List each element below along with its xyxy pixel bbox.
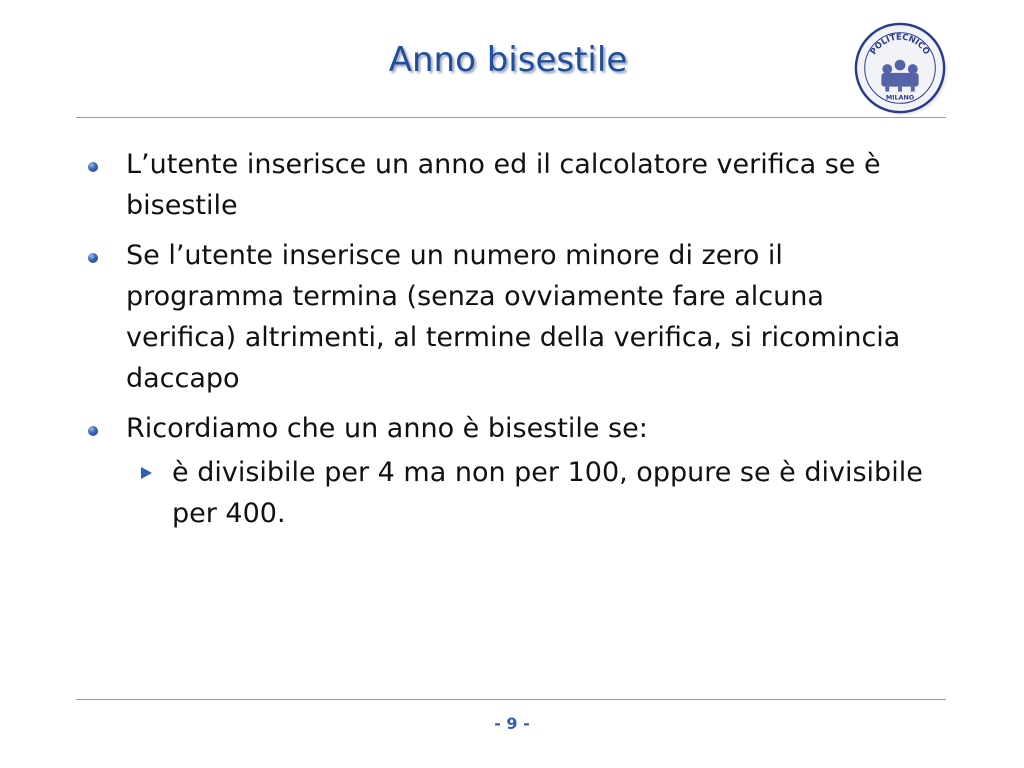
- list-item: [84, 408, 934, 449]
- header-divider: [76, 117, 946, 118]
- sub-list-item: [84, 452, 934, 534]
- bullet-text: Ricordiamo che un anno è bisestile se:: [126, 413, 648, 444]
- bullet-icon: [88, 253, 98, 263]
- list-item: [84, 144, 934, 226]
- svg-text:POLITECNICO: POLITECNICO: [867, 31, 933, 57]
- bullet-icon: [88, 426, 98, 436]
- page-number: - 9 -: [494, 714, 530, 733]
- bullet-list: [84, 144, 934, 534]
- politecnico-milano-seal-icon: [852, 20, 950, 118]
- sub-bullet-text: è divisibile per 4 ma non per 100, oppure se è divisibile per 400.: [172, 457, 923, 529]
- slide-title: Anno bisestile: [388, 40, 628, 80]
- list-item: [84, 235, 934, 399]
- bullet-text: Se l’utente inserisce un numero minore di zero il programma termina (senza ovviamente fare alcuna verifica) altrimenti, al termine della verifica, si ricomincia daccapo: [126, 240, 901, 394]
- arrow-bullet-icon: [141, 467, 152, 479]
- bullet-text: L’utente inserisce un anno ed il calcolatore verifica se è bisestile: [126, 149, 881, 221]
- bullet-icon: [88, 162, 98, 172]
- footer-divider: [76, 699, 946, 700]
- svg-text:MILANO: MILANO: [885, 93, 915, 102]
